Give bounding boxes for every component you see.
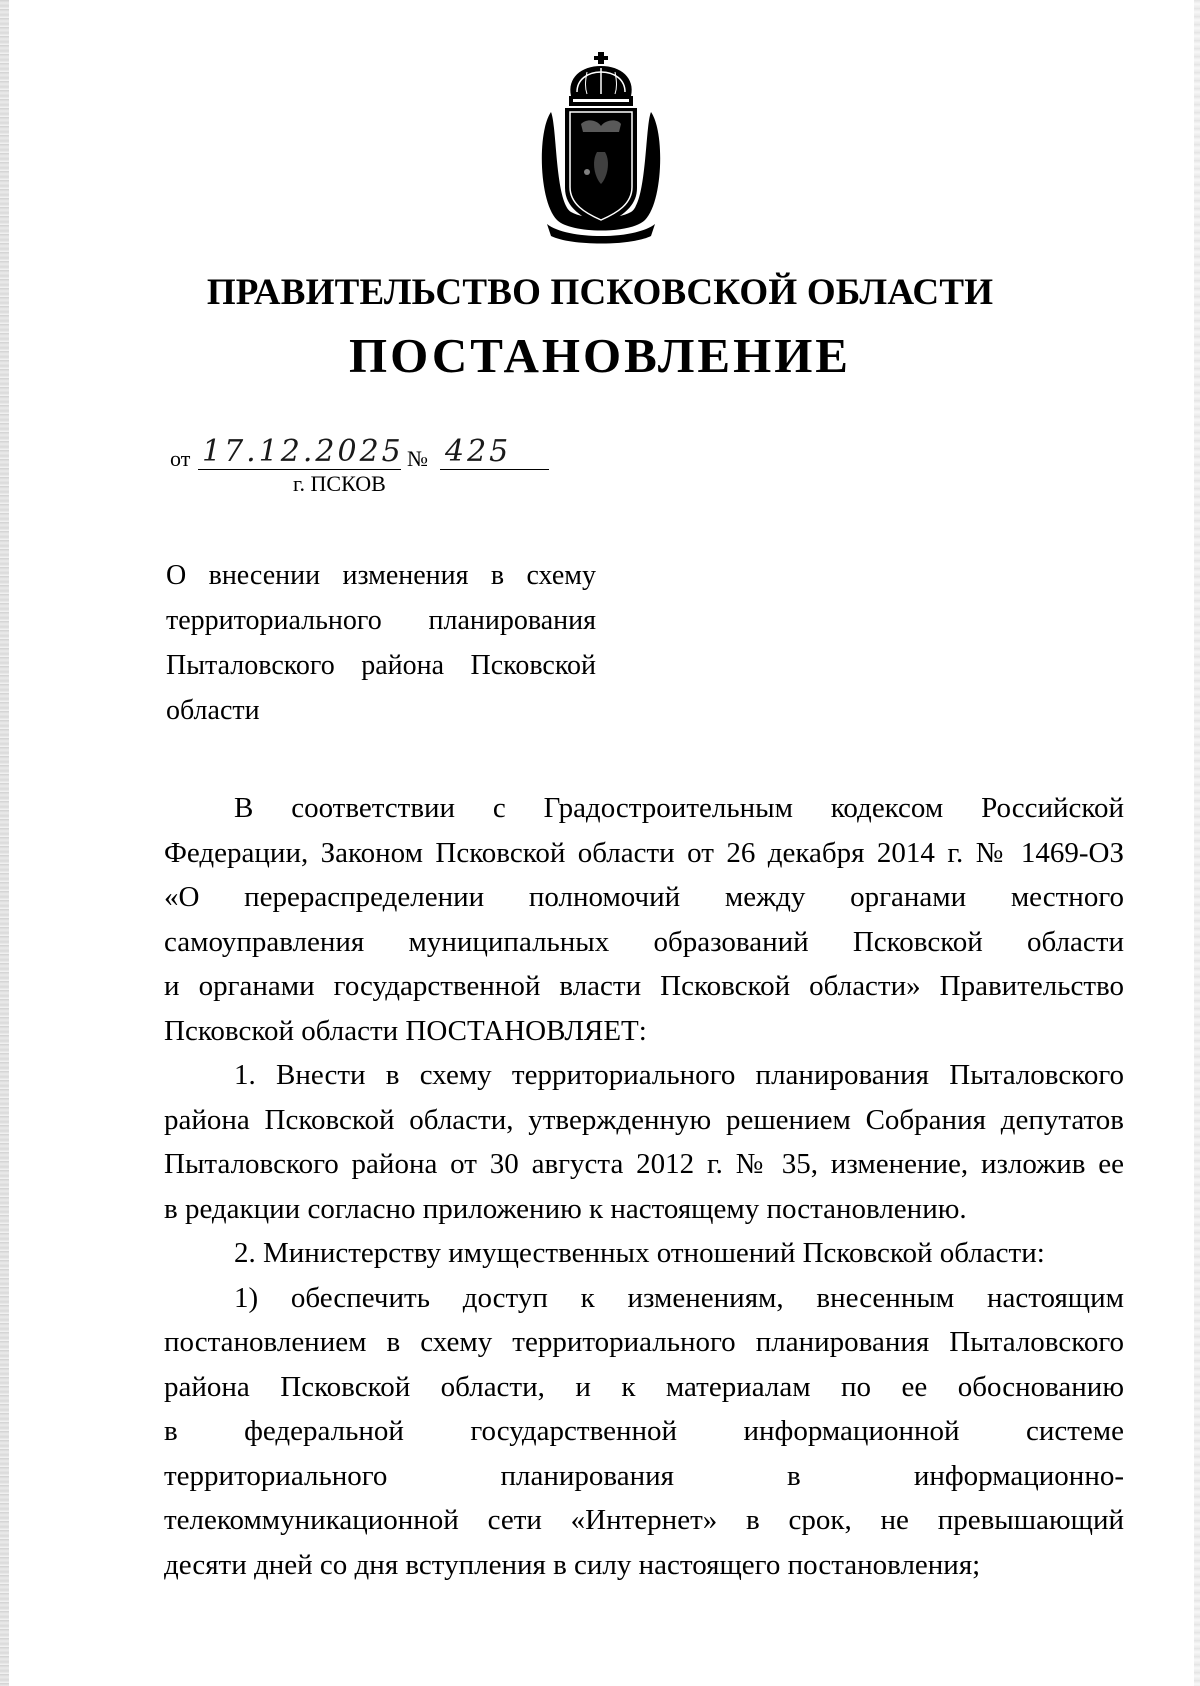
number-prefix: № (407, 446, 428, 471)
body-line: самоуправления муниципальных образований Псковской области (164, 925, 1124, 958)
body-line: Пыталовского района от 30 августа 2012 г. № 35, изменение, изложив ее (164, 1148, 1124, 1180)
body-line: 1. Внести в схему территориального планирования Пыталовского (234, 1059, 1124, 1091)
handwritten-number: 425 (445, 434, 512, 469)
body-line: в редакции согласно приложению к настоящему постановлению. (164, 1192, 967, 1225)
document-body (164, 786, 1124, 1587)
subject-line: Пыталовского района Псковской (166, 650, 596, 681)
body-line: района Псковской области, и к материалам по ее обоснованию (164, 1370, 1124, 1403)
body-line: десяти дней со дня вступления в силу настоящего постановления; (164, 1548, 981, 1581)
subject-line: территориального планирования (166, 605, 596, 636)
body-line: В соответствии с Градостроительным кодексом Российской (234, 792, 1124, 824)
city-label: г. ПСКОВ (293, 471, 386, 496)
body-line: района Псковской области, утвержденную решением Собрания депутатов (164, 1103, 1124, 1136)
organization-title: ПРАВИТЕЛЬСТВО ПСКОВСКОЙ ОБЛАСТИ (206, 272, 994, 313)
pskov-coat-of-arms-icon (527, 52, 675, 244)
subject-line: О внесении изменения в схему (166, 560, 596, 591)
subject-line: области (166, 695, 260, 726)
body-line: постановлением в схему территориального планирования Пыталовского (164, 1326, 1124, 1358)
body-line: в федеральной государственной информационной системе (164, 1415, 1124, 1447)
body-line: Федерации, Законом Псковской области от 26 декабря 2014 г. № 1469-ОЗ (164, 836, 1124, 869)
body-line: телекоммуникационной сети «Интернет» в срок, не превышающий (164, 1504, 1124, 1536)
scan-edge-right (1194, 0, 1200, 1686)
document-type-title: ПОСТАНОВЛЕНИЕ (349, 328, 851, 383)
number-underline (440, 469, 549, 470)
document-subject (166, 553, 596, 733)
body-line: 2. Министерству имущественных отношений Псковской области: (234, 1237, 1045, 1269)
body-line: «О перераспределении полномочий между органами местного (164, 881, 1124, 913)
date-underline (198, 469, 401, 470)
body-line: территориального планирования в информационно- (164, 1459, 1124, 1492)
body-line: Псковской области ПОСТАНОВЛЯЕТ: (164, 1014, 647, 1047)
body-line: 1) обеспечить доступ к изменениям, внесенным настоящим (234, 1281, 1124, 1314)
scan-edge-left (0, 0, 9, 1686)
handwritten-date: 17.12.2025 (202, 434, 404, 469)
date-prefix: от (170, 446, 191, 471)
body-line: и органами государственной власти Псковской области» Правительство (164, 970, 1124, 1002)
